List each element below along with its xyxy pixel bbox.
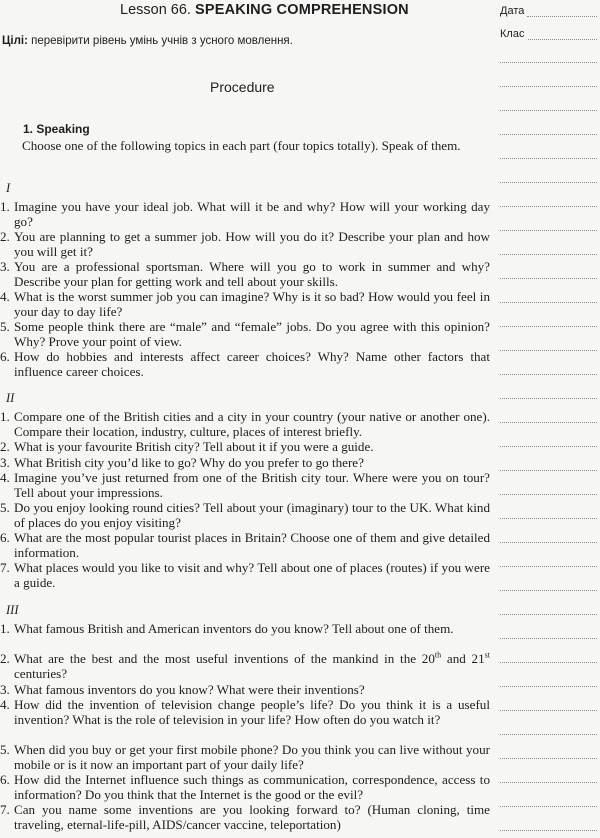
note-line	[500, 230, 597, 231]
note-line	[500, 686, 597, 687]
list-item: 4. How did the invention of television change people’s life? Do you think it is a useful invention? What is the role of television in your life? How often do you watch it?	[0, 697, 490, 727]
class-label: Клас	[500, 28, 525, 40]
note-line	[500, 638, 597, 639]
note-line	[500, 422, 597, 423]
list-item: 3. What British city you’d like to go? Why do you prefer to go there?	[0, 455, 364, 470]
note-line	[500, 782, 597, 783]
aim-label: Цілі:	[2, 35, 28, 47]
note-line	[500, 518, 597, 519]
list-item: 7. Can you name some inventions are you looking forward to? (Human cloning, time traveling, eternal-life-pill, AIDS/cancer vaccine, teleportation)	[0, 802, 490, 832]
date-line	[527, 16, 597, 17]
note-line	[500, 470, 597, 471]
list-item: 6. How do hobbies and interests affect career choices? Why? Name other factors that influence career choices.	[0, 349, 490, 379]
lesson-number: Lesson 66.	[120, 2, 191, 18]
note-line	[500, 542, 597, 543]
note-line	[500, 158, 597, 159]
list-item: 3. What famous inventors do you know? What were their inventions?	[0, 682, 365, 697]
section-heading: 1. Speaking	[23, 122, 90, 136]
list-item: 2. What is your favourite British city? Tell about it if you were a guide.	[0, 439, 374, 454]
part-label: I	[6, 181, 11, 195]
note-line	[500, 206, 597, 207]
procedure-heading: Procedure	[210, 79, 275, 95]
list-item: 4. Imagine you’ve just returned from one of the British city tour. Where were you on tour? Tell about your impressions.	[0, 470, 490, 500]
list-item: 4. What is the worst summer job you can imagine? Why is it so bad? How would you feel in your day to day life?	[0, 289, 490, 319]
date-label: Дата	[500, 5, 525, 17]
lesson-topic: SPEAKING COMPREHENSION	[194, 2, 409, 18]
note-line	[500, 350, 597, 351]
list-item: 2. What are the best and the most useful inventions of the mankind in the 20th and 21st centuries?	[0, 650, 490, 681]
class-line	[528, 39, 597, 40]
list-item: 5. When did you buy or get your first mobile phone? Do you think you can live without your mobile or is it now an important part of your daily life?	[0, 742, 490, 772]
note-line	[500, 110, 597, 111]
lesson-title	[120, 2, 409, 18]
note-line	[500, 182, 597, 183]
note-line	[500, 710, 597, 711]
note-line	[500, 830, 597, 831]
list-item: 6. What are the most popular tourist places in Britain? Choose one of them and give detailed information.	[0, 530, 490, 560]
note-line	[500, 662, 597, 663]
note-line	[500, 758, 597, 759]
note-line	[500, 734, 597, 735]
list-item: 5. Do you enjoy looking round cities? Tell about your (imaginary) tour to the UK. What kind of places do you enjoy visiting?	[0, 500, 490, 530]
list-item: 1. Imagine you have your ideal job. What will it be and why? How will your working day go?	[0, 199, 490, 229]
note-line	[500, 806, 597, 807]
list-item: 1. What famous British and American inventors do you know? Tell about one of them.	[0, 621, 454, 636]
note-line	[500, 302, 597, 303]
list-item: 1. Compare one of the British cities and a city in your country (your native or another one). Compare their location, industry, culture, places of interest briefly.	[0, 409, 490, 439]
list-item: 3. You are a professional sportsman. Where will you go to work in summer and why? Describe your plan for getting work and tell about your skills.	[0, 259, 490, 289]
part-label: III	[6, 603, 19, 617]
note-line	[500, 134, 597, 135]
note-line	[500, 446, 597, 447]
note-line	[500, 62, 597, 63]
note-line	[500, 326, 597, 327]
lesson-aim	[2, 35, 293, 47]
section-instruction: Choose one of the following topics in each part (four topics totally). Speak of them.	[22, 138, 461, 153]
note-line	[500, 398, 597, 399]
part-label: II	[6, 391, 15, 405]
note-line	[500, 374, 597, 375]
note-line	[500, 566, 597, 567]
note-line	[500, 254, 597, 255]
list-item: 6. How did the Internet influence such things as communication, correspondence, access to information? Do you think that the Internet is the good or the evil?	[0, 772, 490, 802]
note-line	[500, 278, 597, 279]
list-item: 2. You are planning to get a summer job. How will you do it? Describe your plan and how you will get it?	[0, 229, 490, 259]
list-item: 7. What places would you like to visit and why? Tell about one of places (routes) if you were a guide.	[0, 560, 490, 590]
note-line	[500, 590, 597, 591]
note-line	[500, 494, 597, 495]
list-item: 5. Some people think there are “male” and “female” jobs. Do you agree with this opinion? Why? Prove your point of view.	[0, 319, 490, 349]
note-line	[500, 86, 597, 87]
note-line	[500, 614, 597, 615]
aim-text: перевірити рівень умінь учнів з усного мовлення.	[31, 35, 293, 47]
